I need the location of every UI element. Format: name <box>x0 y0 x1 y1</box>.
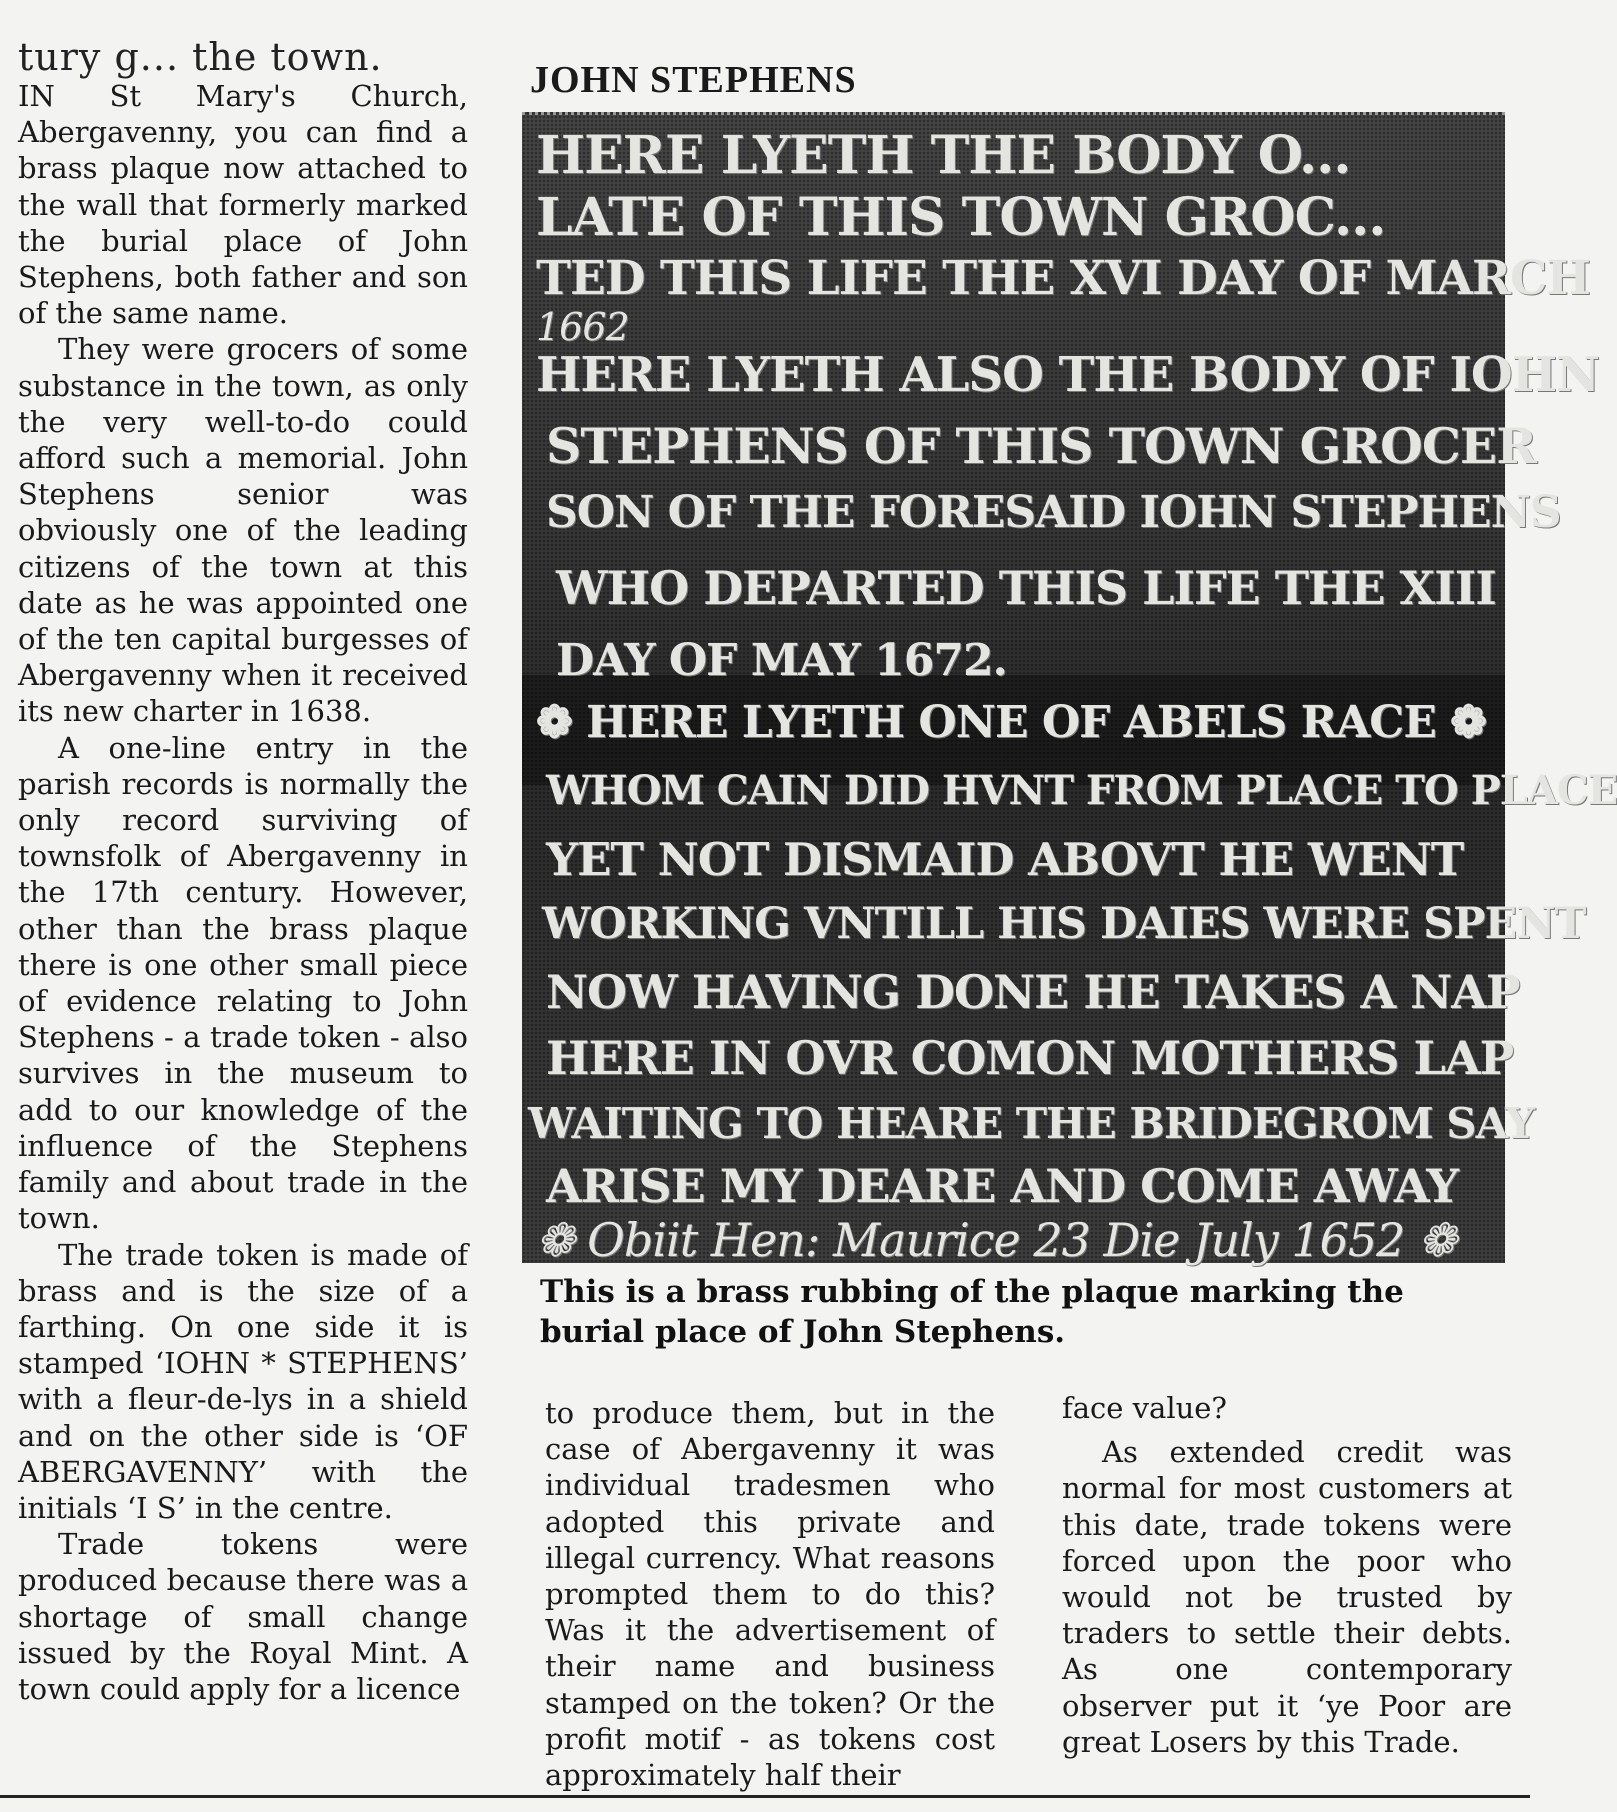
paragraph: Trade tokens were produced because there was a shortage of small change issued by the Royal Mint. A town could apply for a licence <box>18 1527 468 1706</box>
plaque-line: DAY OF MAY 1672. <box>556 635 1007 686</box>
plaque-line: HERE LYETH ALSO THE BODY OF IOHN <box>536 347 1599 403</box>
bottom-rule <box>0 1795 1530 1798</box>
plaque-line: TED THIS LIFE THE XVI DAY OF MARCH <box>536 251 1590 306</box>
plaque-line: LATE OF THIS TOWN GROC... <box>536 187 1386 248</box>
plaque-line: WHOM CAIN DID HVNT FROM PLACE TO PLACE <box>546 767 1617 814</box>
plaque-line: SON OF THE FORESAID IOHN STEPHENS <box>546 487 1561 538</box>
plaque-line: HERE IN OVR COMON MOTHERS LAP <box>546 1031 1514 1085</box>
article-column-2 <box>545 1395 995 1793</box>
plaque-line: HERE LYETH THE BODY O... <box>536 125 1351 186</box>
plaque-line: ARISE MY DEARE AND COME AWAY <box>546 1159 1459 1213</box>
paragraph: The trade token is made of brass and is the size of a farthing. On one side it is stamped ‘IOHN * STEPHENS’ with a fleur-de-lys in a shield and on the other side is ‘OF ABERGAVENNY’ with the initials ‘I S’ in the centre. <box>18 1237 468 1525</box>
plaque-line: WAITING TO HEARE THE BRIDEGROM SAY <box>528 1099 1535 1148</box>
article-column-3 <box>1062 1390 1512 1760</box>
figure-title: JOHN STEPHENS <box>530 59 857 101</box>
plaque-line: YET NOT DISMAID ABOVT HE WENT <box>546 833 1464 886</box>
plaque-line: NOW HAVING DONE HE TAKES A NAP <box>546 965 1520 1019</box>
plaque-line: ❁ HERE LYETH ONE OF ABELS RACE ❁ <box>536 697 1487 748</box>
paragraph: IN St Mary's Church, Abergavenny, you can find a brass plaque now attached to the wall that formerly marked the burial place of John Stephens, both father and son of the same name. <box>18 79 468 331</box>
figure-caption: This is a brass rubbing of the plaque marking the burial place of John Stephens. <box>540 1274 1404 1350</box>
paragraph: face value? <box>1062 1391 1227 1425</box>
paragraph: to produce them, but in the case of Abergavenny it was individual tradesmen who adopted this private and illegal currency. What reasons prompted them to do this? Was it the advertisement of their name and business stamped on the token? Or the profit motif - as tokens cost approximately half their <box>545 1396 995 1793</box>
article-column-1 <box>18 78 468 1707</box>
plaque-line: ❁ Obiit Hen: Maurice 23 Die July 1652 ❁ <box>536 1213 1456 1267</box>
plaque-line: WORKING VNTILL HIS DAIES WERE SPENT <box>542 899 1586 949</box>
brass-rubbing-image <box>522 112 1617 1267</box>
plaque-line: WHO DEPARTED THIS LIFE THE XIII <box>556 561 1496 615</box>
plaque-line: STEPHENS OF THIS TOWN GROCER <box>546 417 1536 475</box>
paragraph: As extended credit was normal for most customers at this date, trade tokens were forced upon the poor who would not be trusted by traders to settle their debts. As one contemporary observer put it ‘ye Poor are great Losers by this Trade. <box>1062 1435 1512 1759</box>
cutoff-heading: tury g... the town. <box>18 35 383 79</box>
paragraph: They were grocers of some substance in the town, as only the very well-to-do could afford such a memorial. John Stephens senior was obviously one of the leading citizens of the town at this date as he was appointed one of the ten capital burgesses of Abergavenny when it received its new charter in 1638. <box>18 332 468 729</box>
plaque-line: 1662 <box>536 305 629 349</box>
paragraph: A one-line entry in the parish records is normally the only record surviving of townsfolk of Abergavenny in the 17th century. However, other than the brass plaque there is one other small piece of evidence relating to John Stephens - a trade token - also survives in the museum to add to our knowledge of the influence of the Stephens family and about trade in the town. <box>18 730 468 1236</box>
